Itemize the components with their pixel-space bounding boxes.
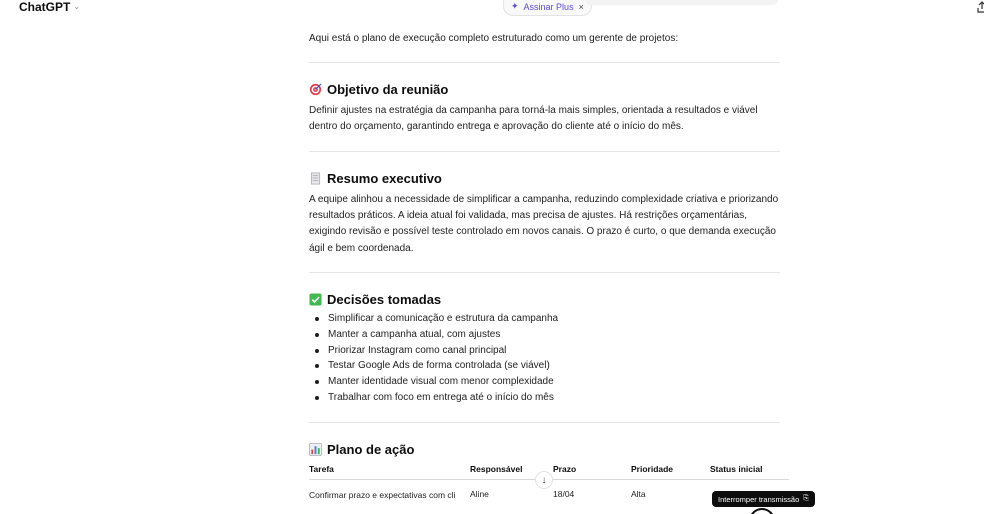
sparkle-icon: ✦	[511, 1, 519, 11]
notepad-icon	[309, 172, 322, 185]
column-header: Prioridade	[631, 464, 674, 474]
tooltip-label: Interromper transmissão	[718, 494, 800, 504]
column-header: Tarefa	[309, 464, 334, 474]
close-icon[interactable]: ×	[578, 1, 584, 12]
chevron-down-icon: ⌄	[73, 2, 81, 11]
upgrade-plus-pill[interactable]	[503, 0, 592, 16]
section-title: Plano de ação	[327, 442, 415, 457]
list-item: Trabalhar com foco em entrega até o início do mês	[309, 390, 780, 406]
list-item: Testar Google Ads de forma controlada (se viável)	[309, 358, 780, 374]
section-title: Decisões tomadas	[327, 292, 442, 307]
table-cell: 18/04	[553, 489, 575, 499]
divider	[309, 422, 780, 423]
upgrade-plus-label: Assinar Plus	[523, 1, 574, 12]
check-box-icon	[309, 293, 322, 306]
table-cell: Confirmar prazo e expectativas com cli	[309, 490, 456, 500]
stop-streaming-button[interactable]	[749, 508, 775, 514]
decisions-list	[309, 311, 780, 406]
target-icon	[309, 83, 322, 96]
section-heading-decisions	[309, 292, 441, 307]
column-header: Responsável	[470, 464, 523, 474]
scroll-to-bottom-button[interactable]	[535, 471, 553, 489]
list-item: Priorizar Instagram como canal principal	[309, 343, 780, 359]
list-item: Manter identidade visual com menor complexidade	[309, 374, 780, 390]
column-header: Status inicial	[710, 464, 763, 474]
section-title: Objetivo da reunião	[327, 82, 449, 97]
keyboard-shortcut-icon: ⎘	[803, 495, 809, 502]
model-selector[interactable]	[19, 0, 80, 14]
table-cell: Aline	[470, 489, 489, 499]
table-cell: Alta	[631, 489, 646, 499]
top-bar	[0, 0, 984, 16]
arrow-down-icon: ↓	[541, 474, 547, 486]
section-heading-objective	[309, 82, 448, 97]
divider	[309, 151, 780, 152]
summary-text: A equipe alinhou a necessidade de simplificar a campanha, reduzindo complexidade criativa e priorizando resultados práticos. A ideia atual foi validada, mas precisa de ajustes. Há restrições orçamentárias, exigindo revisão e possível teste controlado em novos canais. O prazo é curto, o que demanda execução ágil e bem coordenada.	[309, 194, 779, 254]
objective-text: Definir ajustes na estratégia da campanha para torná-la mais simples, orientada a resultados e viável dentro do orçamento, garantindo entrega e aprovação do cliente até o início do mês.	[309, 105, 758, 133]
column-header: Prazo	[553, 464, 577, 474]
list-item: Simplificar a comunicação e estrutura da campanha	[309, 311, 780, 327]
list-item: Manter a campanha atual, com ajustes	[309, 327, 780, 343]
section-heading-action-plan	[309, 442, 414, 457]
share-icon[interactable]	[976, 1, 984, 13]
section-title: Resumo executivo	[327, 171, 442, 186]
bar-chart-icon	[309, 443, 322, 456]
divider	[309, 272, 780, 273]
stop-streaming-tooltip	[712, 491, 815, 507]
intro-text: Aqui está o plano de execução completo estruturado como um gerente de projetos:	[309, 33, 679, 44]
section-heading-summary	[309, 171, 442, 186]
divider	[309, 62, 780, 63]
top-strip	[585, 0, 778, 5]
brand-name: ChatGPT	[19, 0, 71, 14]
